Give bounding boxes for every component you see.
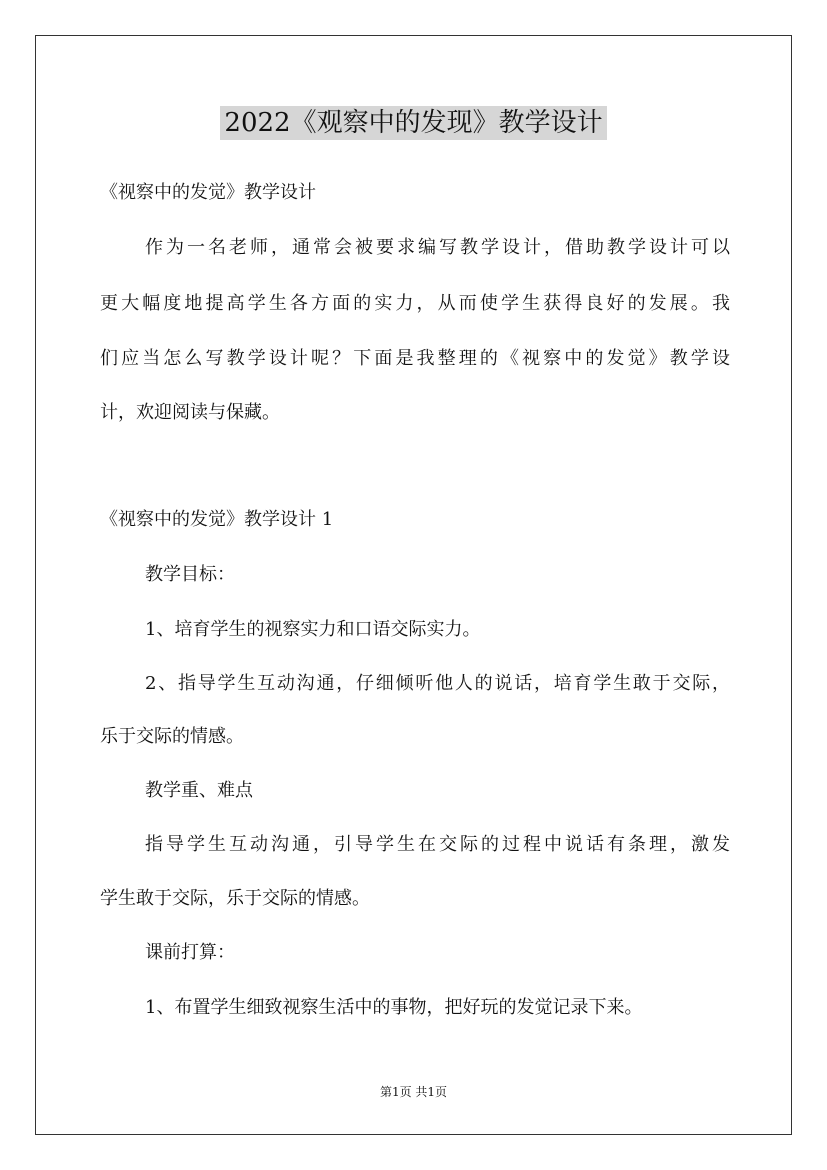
intro-line-2: 更大幅度地提高学生各方面的实力，从而使学生获得良好的发展。我	[100, 293, 730, 314]
intro-line-3: 们应当怎么写教学设计呢？下面是我整理的《视察中的发觉》教学设	[100, 348, 730, 369]
key-points-line-2: 学生敢于交际，乐于交际的情感。	[100, 888, 370, 909]
subtitle: 《视察中的发觉》教学设计	[100, 182, 316, 203]
prep-label: 课前打算：	[145, 942, 235, 963]
goal-2-line-2: 乐于交际的情感。	[100, 726, 244, 747]
intro-line-1: 作为一名老师，通常会被要求编写教学设计，借助教学设计可以	[145, 237, 730, 258]
document-title	[0, 98, 827, 148]
key-points-line-1: 指导学生互动沟通，引导学生在交际的过程中说话有条理，激发	[145, 834, 730, 855]
goal-1: 1、培育学生的视察实力和口语交际实力。	[145, 619, 481, 640]
section-heading: 《视察中的发觉》教学设计 1	[100, 509, 334, 530]
page-footer: 第1页 共1页	[379, 1085, 448, 1099]
document-title-text: 2022《观察中的发现》教学设计	[220, 106, 606, 140]
prep-1: 1、布置学生细致视察生活中的事物，把好玩的发觉记录下来。	[145, 997, 643, 1018]
goal-2-line-1: 2、指导学生互动沟通，仔细倾听他人的说话，培育学生敢于交际，	[145, 673, 730, 694]
intro-line-4: 计，欢迎阅读与保藏。	[100, 402, 280, 423]
key-points-label: 教学重、难点	[145, 780, 253, 801]
goals-label: 教学目标：	[145, 564, 235, 585]
